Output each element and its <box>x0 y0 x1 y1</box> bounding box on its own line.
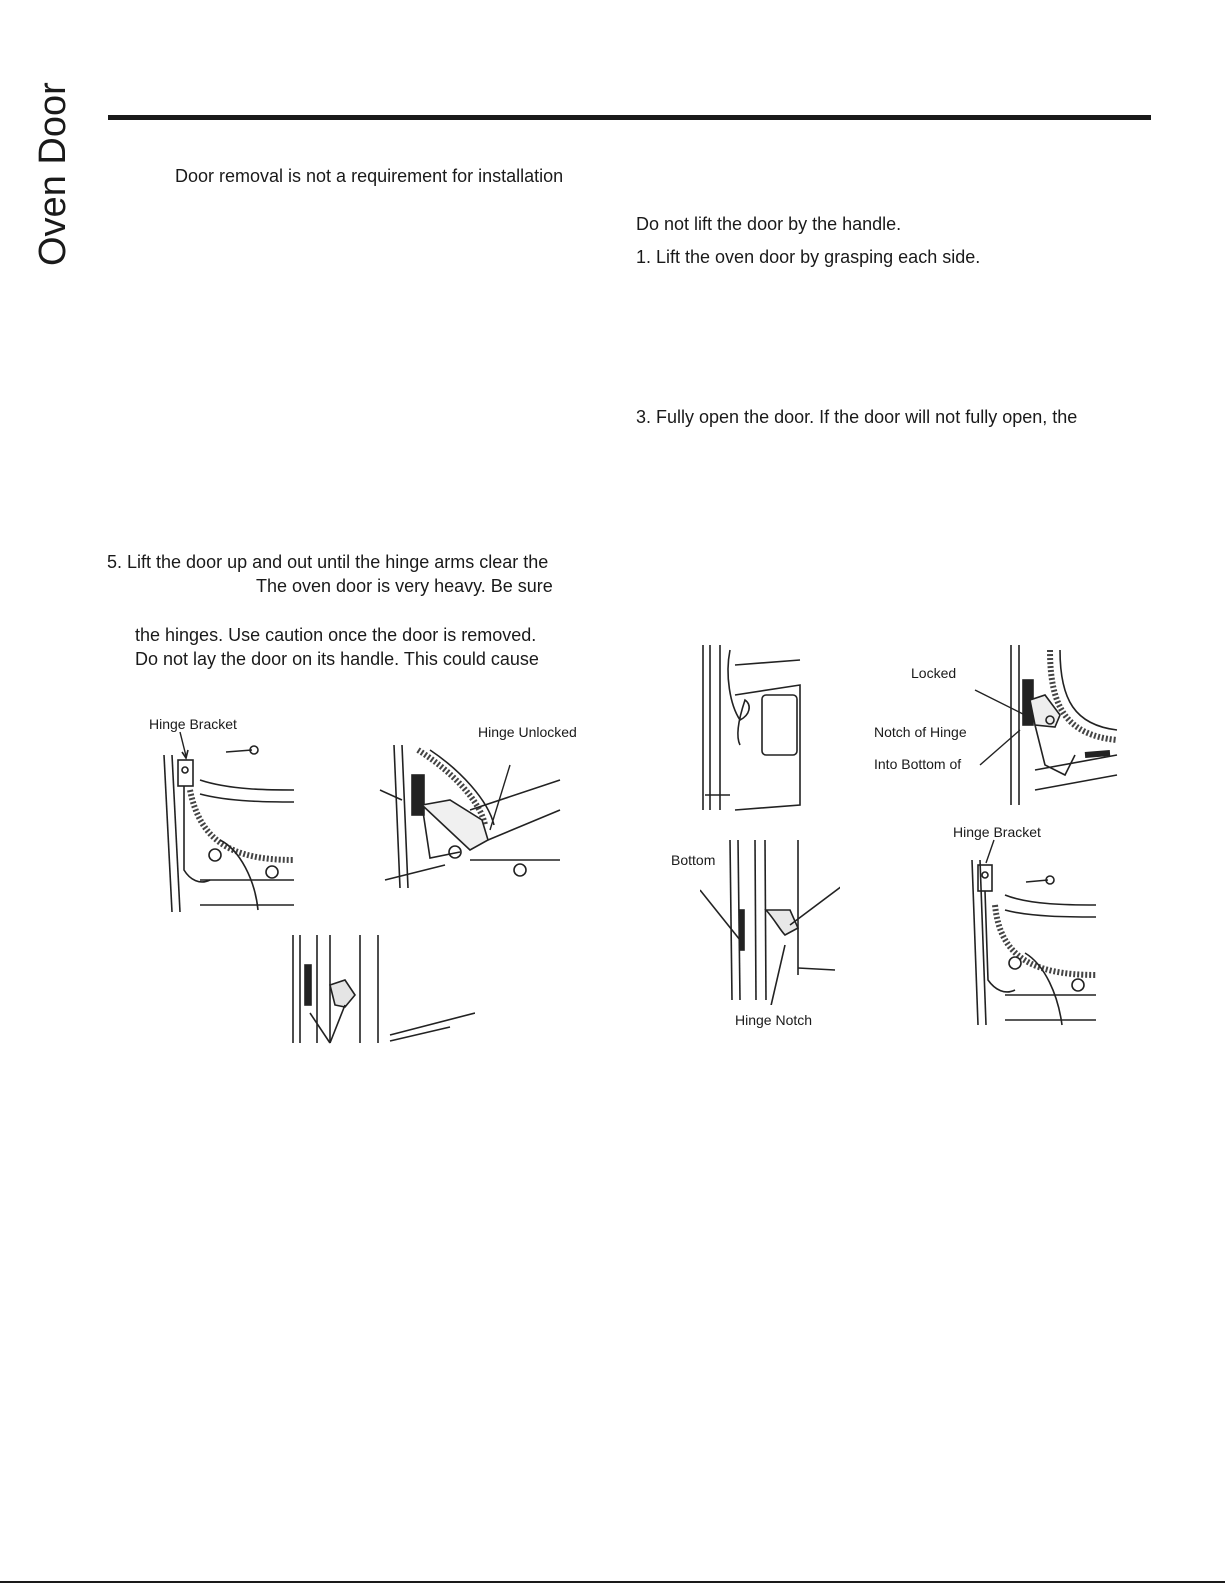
caption-hinge-bracket-right: Hinge Bracket <box>953 824 1041 840</box>
header-rule <box>108 115 1151 120</box>
step3-text: 3. Fully open the door. If the door will not fully open, the <box>636 407 1078 427</box>
step5-line1: 5. Lift the door up and out until the hinge arms clear the <box>107 552 549 572</box>
step5-line4: Do not lay the door on its handle. This could cause <box>135 649 539 669</box>
step5-line3: the hinges. Use caution once the door is removed. <box>135 625 537 645</box>
caption-bottom: Bottom <box>671 852 716 868</box>
step5-line2: The oven door is very heavy. Be sure <box>256 576 553 596</box>
caption-hinge-unlocked: Hinge Unlocked <box>478 724 577 740</box>
hinge-notch-illustration <box>700 840 840 1005</box>
section-title-text: Oven Door <box>32 82 74 266</box>
caption-hinge-notch: Hinge Notch <box>735 1012 813 1028</box>
hinge-bracket-illustration-right <box>970 835 1100 1030</box>
footer-rule <box>0 1581 1225 1583</box>
lift-door-illustration <box>700 645 805 815</box>
locked-pointer-lines <box>970 685 1030 770</box>
hinge-unlocked-illustration <box>370 740 565 890</box>
caption-hinge-bracket-left: Hinge Bracket <box>149 716 237 732</box>
section-title <box>26 70 106 270</box>
step1-text: 1. Lift the oven door by grasping each side. <box>636 247 981 267</box>
caption-notch-of-hinge: Notch of Hinge <box>874 724 967 740</box>
warning-text: Do not lift the door by the handle. <box>636 214 902 234</box>
hinge-bracket-illustration-left <box>160 730 300 915</box>
caption-into-bottom-of: Into Bottom of <box>874 756 962 772</box>
caption-locked: Locked <box>911 665 957 681</box>
hinge-bottom-illustration <box>290 935 475 1045</box>
intro-text: Door removal is not a requirement for installation <box>175 166 564 186</box>
